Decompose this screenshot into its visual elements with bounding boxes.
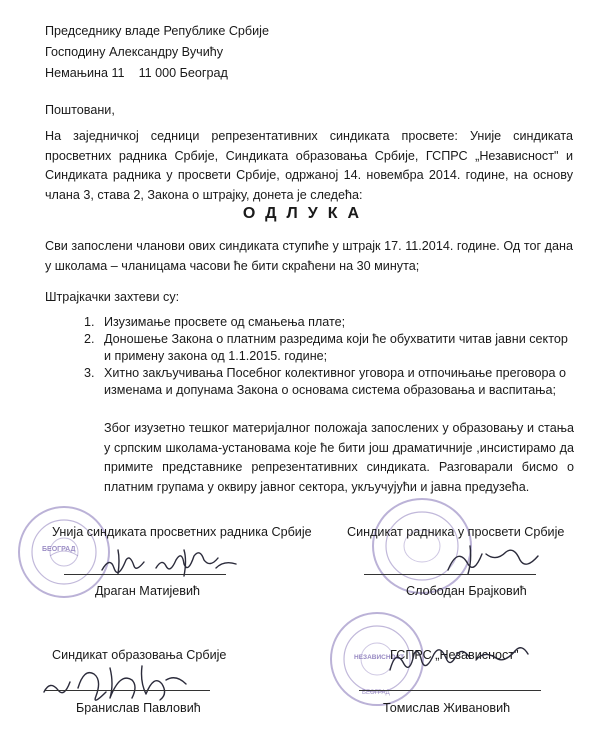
document-title: ОДЛУКА	[242, 205, 370, 222]
signatory-name-2: Слободан Брајковић	[406, 584, 527, 598]
demands-heading: Штрајкачки захтеви су:	[45, 290, 180, 304]
demands-list	[84, 314, 574, 399]
signature-line-2	[364, 574, 536, 575]
signatory-name-3: Бранислав Павловић	[76, 701, 201, 715]
greeting: Поштовани,	[45, 103, 115, 117]
signature-3	[38, 658, 198, 706]
signature-org-1: Унија синдиката просветних радника Србије	[52, 525, 312, 539]
signature-4	[380, 642, 540, 682]
address-line-3	[45, 63, 269, 84]
independence-stamp-city: БЕОГРАД	[362, 690, 390, 696]
signature-line-3	[45, 690, 210, 691]
address-line-2: Господину Александру Вучићу	[45, 45, 224, 59]
independence-stamp-center: НЕЗАВИСНОСТ	[354, 654, 405, 661]
signature-line-4	[359, 690, 541, 691]
signature-org-4: ГСПРС „Независност"	[390, 648, 519, 662]
signature-line-1	[64, 574, 226, 575]
signatory-name-4: Томислав Живановић	[383, 701, 511, 715]
signature-org-2: Синдикат радника у просвети Србије	[347, 525, 565, 539]
address-line-1: Председнику владе Републике Србије	[45, 24, 269, 38]
union-stamp-center: БЕОГРАД	[42, 546, 76, 553]
intro-paragraph: На заједничкој седници репрезентативних синдиката просвете: Уније синдиката просветних радника Србије, Синдиката образовања Србије, ГСПРС „Независност" и Синдиката радника у просвети Србије, одржаној 14. новембра 2014. године, на основу члана 3, става 2, Закона о штрајку, донета је следећа:	[45, 129, 573, 202]
decision-paragraph: Сви запослени чланови ових синдиката ступиће у штрајк 17. 11.2014. године. Од тог дана у школама – чланицама часови ће бити скраћени на 30 минута;	[45, 239, 573, 273]
signature-org-3: Синдикат образовања Србије	[52, 648, 227, 662]
list-item: 3. Хитно закључивања Посебног колективног уговора и отпочињање преговора о изменама и допунама Закона о основама система образовања и васпитања;	[84, 366, 566, 397]
address-city: 11 000 Београд	[138, 66, 228, 80]
list-item: 2. Доношење Закона о платним разредима који ће обухватити читав јавни сектор и примену закона од 1.1.2015. године;	[84, 332, 568, 363]
address-street: Немањина 11	[45, 66, 125, 80]
closing-paragraph: Због изузетно тешког материјалног положаја запослених у образовању и стања у српским школама-установама које ће бити још драматичније ,инсистирамо да примите представнике репрезентативних синдиката. Разговарали бисмо о платним групама у оквиру јавног сектора, укључујући и јавна предузећа.	[104, 421, 574, 494]
signatory-name-1: Драган Матијевић	[95, 584, 201, 598]
recipient-address	[45, 21, 269, 84]
list-item: 1. Изузимање просвете од смањења плате;	[84, 315, 346, 329]
